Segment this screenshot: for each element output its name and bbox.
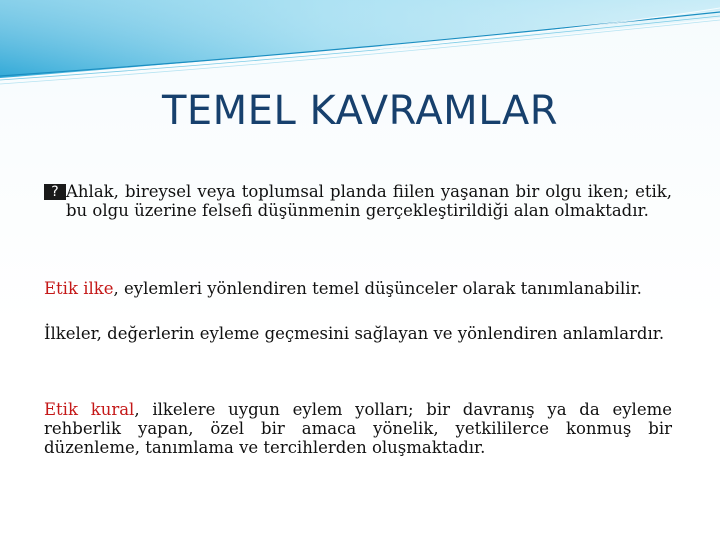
rule-term: Etik kural [44, 400, 135, 419]
principle-term: Etik ilke [44, 279, 114, 298]
bullet-paragraph [44, 182, 672, 220]
principle-definition: , eylemleri yönlendiren temel düşünceler olarak tanımlanabilir. [113, 279, 642, 298]
principle-paragraph [44, 279, 672, 298]
rule-definition: , ilkelere uygun eylem yolları; bir davranış ya da eyleme rehberlik yapan, özel bir amaca yönelik, yetkililerce konmuş bir düzenleme, tanımlama ve tercihlerden oluşmaktadır. [44, 400, 672, 457]
decorative-banner [0, 0, 720, 90]
page-title: TEMEL KAVRAMLAR [161, 88, 559, 134]
principles-definition-paragraph: İlkeler, değerlerin eyleme geçmesini sağlayan ve yönlendiren anlamlardır. [44, 324, 665, 343]
rule-paragraph [44, 400, 672, 457]
bullet-square-icon: ? [44, 184, 66, 200]
bullet-text: Ahlak, bireysel veya toplumsal planda fiilen yaşanan bir olgu iken; etik, bu olgu üzerine felsefi düşünmenin gerçekleştirildiği alan olmaktadır. [66, 182, 672, 220]
